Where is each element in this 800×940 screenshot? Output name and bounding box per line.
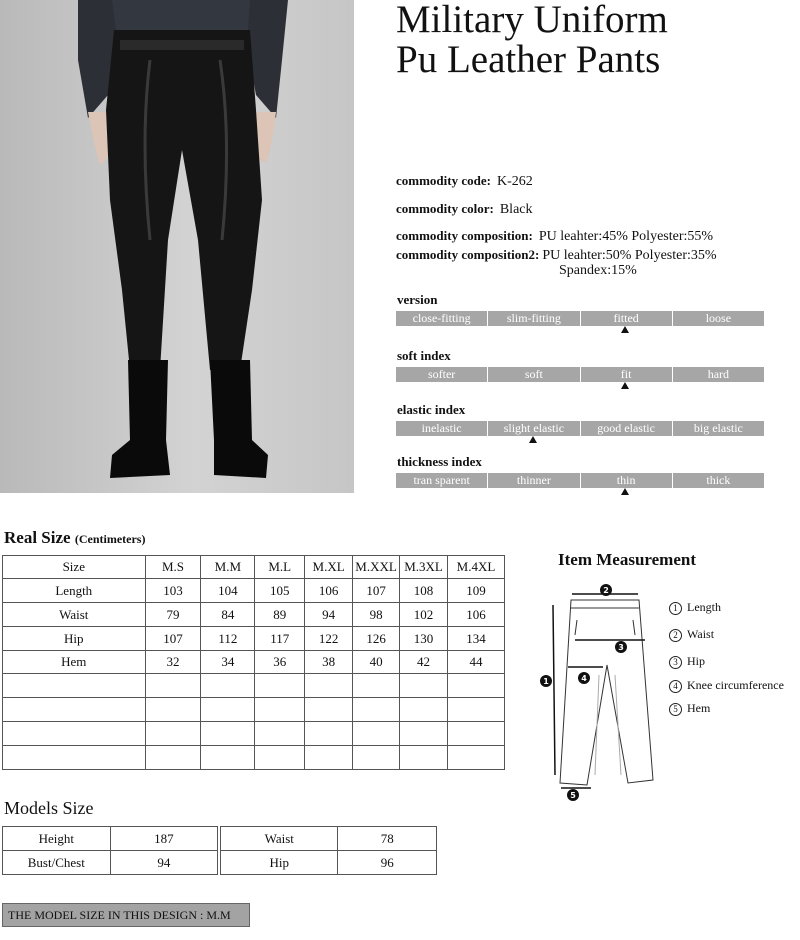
scale-elastic-option: good elastic bbox=[581, 421, 672, 436]
table-cell bbox=[255, 698, 305, 722]
table-cell: 106 bbox=[448, 603, 505, 627]
title-line-2: Pu Leather Pants bbox=[396, 38, 661, 81]
real-size-table bbox=[2, 555, 505, 770]
table-cell: 36 bbox=[255, 651, 305, 674]
commodity-color bbox=[396, 201, 533, 218]
model-waist-value: 78 bbox=[338, 827, 437, 851]
scale-thickness-label: thickness index bbox=[397, 454, 482, 469]
table-cell: 104 bbox=[201, 579, 255, 603]
commodity-code-label: commodity code: bbox=[396, 173, 491, 188]
legend-item bbox=[669, 600, 721, 615]
scale-thickness-option: thick bbox=[673, 473, 764, 488]
table-cell: Waist bbox=[3, 603, 146, 627]
table-cell: Hip bbox=[3, 627, 146, 651]
table-cell: M.3XL bbox=[400, 556, 448, 579]
table-cell: 34 bbox=[201, 651, 255, 674]
table-cell: 106 bbox=[305, 579, 353, 603]
scale-soft-option: softer bbox=[396, 367, 487, 382]
table-cell: M.S bbox=[145, 556, 201, 579]
scale-version-label: version bbox=[397, 292, 438, 307]
table-cell bbox=[201, 722, 255, 746]
legend-label: Length bbox=[687, 600, 721, 614]
table-cell: 102 bbox=[400, 603, 448, 627]
commodity-composition2-label: commodity composition2: bbox=[396, 247, 540, 262]
title-line-1: Military Uniform bbox=[396, 0, 668, 41]
table-cell: 94 bbox=[305, 603, 353, 627]
marker-3: 3 bbox=[618, 643, 624, 652]
commodity-color-label: commodity color: bbox=[396, 201, 494, 216]
commodity-composition2-value: PU leahter:50% Polyester:35% bbox=[542, 248, 717, 263]
model-bust-value: 94 bbox=[110, 851, 217, 875]
table-cell: 105 bbox=[255, 579, 305, 603]
table-cell bbox=[145, 674, 201, 698]
table-cell: 103 bbox=[145, 579, 201, 603]
scale-soft bbox=[396, 367, 764, 382]
table-cell bbox=[305, 722, 353, 746]
table-row bbox=[3, 698, 505, 722]
scale-soft-option: hard bbox=[673, 367, 764, 382]
model-bust-label: Bust/Chest bbox=[3, 851, 111, 875]
table-cell bbox=[3, 674, 146, 698]
scale-elastic-option: big elastic bbox=[673, 421, 764, 436]
scale-elastic-label: elastic index bbox=[397, 402, 466, 417]
scale-version-option: fitted bbox=[581, 311, 672, 326]
marker-4: 4 bbox=[581, 674, 587, 683]
table-cell bbox=[448, 722, 505, 746]
table-row bbox=[3, 674, 505, 698]
table-cell: 38 bbox=[305, 651, 353, 674]
table-cell: 84 bbox=[201, 603, 255, 627]
model-height-label: Height bbox=[3, 827, 111, 851]
legend-label: Hem bbox=[687, 701, 711, 715]
model-size-note: THE MODEL SIZE IN THIS DESIGN : M.M bbox=[2, 903, 250, 927]
table-cell: 32 bbox=[145, 651, 201, 674]
product-title bbox=[396, 0, 668, 80]
model-hip-label: Hip bbox=[221, 851, 338, 875]
table-cell bbox=[3, 746, 146, 770]
table-cell: 42 bbox=[400, 651, 448, 674]
table-cell: M.XXL bbox=[353, 556, 400, 579]
table-cell: 108 bbox=[400, 579, 448, 603]
table-cell bbox=[400, 746, 448, 770]
table-cell: 117 bbox=[255, 627, 305, 651]
scale-version-option: loose bbox=[673, 311, 764, 326]
table-cell: 98 bbox=[353, 603, 400, 627]
legend-num: 1 bbox=[669, 602, 682, 615]
table-cell: 44 bbox=[448, 651, 505, 674]
model-height-value: 187 bbox=[110, 827, 217, 851]
commodity-color-value: Black bbox=[499, 202, 533, 217]
table-cell: 79 bbox=[145, 603, 201, 627]
table-cell: 130 bbox=[400, 627, 448, 651]
table-row bbox=[3, 722, 505, 746]
table-cell bbox=[255, 674, 305, 698]
commodity-composition-value: PU leahter:45% Polyester:55% bbox=[538, 229, 714, 244]
table-row bbox=[3, 746, 505, 770]
table-cell bbox=[353, 674, 400, 698]
table-cell: 107 bbox=[353, 579, 400, 603]
real-size-heading: Real Size bbox=[4, 528, 71, 547]
scale-thickness-option: thin bbox=[581, 473, 672, 488]
table-cell: Length bbox=[3, 579, 146, 603]
model-waist-label: Waist bbox=[221, 827, 338, 851]
legend-num: 5 bbox=[669, 703, 682, 716]
table-cell bbox=[400, 698, 448, 722]
pants-measurement-diagram bbox=[535, 575, 665, 805]
marker-2: 2 bbox=[603, 586, 609, 595]
pants-illustration bbox=[0, 0, 354, 493]
scale-soft-marker-icon bbox=[621, 382, 629, 389]
legend-item bbox=[669, 678, 784, 693]
legend-label: Waist bbox=[687, 627, 715, 641]
table-cell bbox=[201, 674, 255, 698]
scale-soft-label: soft index bbox=[397, 348, 451, 363]
table-cell: Hem bbox=[3, 651, 146, 674]
table-cell: M.4XL bbox=[448, 556, 505, 579]
table-cell bbox=[400, 674, 448, 698]
scale-version-marker-icon bbox=[621, 326, 629, 333]
legend-num: 4 bbox=[669, 680, 682, 693]
table-cell bbox=[3, 722, 146, 746]
table-cell bbox=[305, 674, 353, 698]
scale-thickness-marker-icon bbox=[621, 488, 629, 495]
table-cell bbox=[255, 746, 305, 770]
scale-version-option: slim-fitting bbox=[488, 311, 579, 326]
models-size-title: Models Size bbox=[4, 798, 94, 818]
legend-label: Knee circumference bbox=[687, 678, 784, 692]
table-cell bbox=[305, 746, 353, 770]
product-photo bbox=[0, 0, 354, 493]
table-row bbox=[3, 651, 505, 674]
table-cell bbox=[448, 674, 505, 698]
scale-elastic-option: slight elastic bbox=[488, 421, 579, 436]
table-cell: 134 bbox=[448, 627, 505, 651]
table-cell bbox=[353, 698, 400, 722]
table-cell bbox=[145, 722, 201, 746]
scale-thickness-option: tran sparent bbox=[396, 473, 487, 488]
table-row bbox=[3, 627, 505, 651]
table-cell: 112 bbox=[201, 627, 255, 651]
commodity-code bbox=[396, 173, 533, 190]
table-cell: Size bbox=[3, 556, 146, 579]
table-cell: 40 bbox=[353, 651, 400, 674]
scale-thickness bbox=[396, 473, 764, 488]
scale-version-option: close-fitting bbox=[396, 311, 487, 326]
scale-version bbox=[396, 311, 764, 326]
table-cell bbox=[201, 746, 255, 770]
item-measurement-title: Item Measurement bbox=[558, 550, 697, 569]
scale-thickness-option: thinner bbox=[488, 473, 579, 488]
scale-elastic-option: inelastic bbox=[396, 421, 487, 436]
table-cell bbox=[255, 722, 305, 746]
table-cell bbox=[400, 722, 448, 746]
real-size-unit: (Centimeters) bbox=[74, 532, 146, 546]
models-size-left-table bbox=[2, 826, 218, 875]
commodity-code-value: K-262 bbox=[496, 174, 533, 189]
legend-item bbox=[669, 627, 714, 642]
table-cell bbox=[448, 746, 505, 770]
table-row bbox=[3, 579, 505, 603]
table-cell bbox=[3, 698, 146, 722]
table-cell: M.L bbox=[255, 556, 305, 579]
table-cell bbox=[353, 746, 400, 770]
table-cell: 89 bbox=[255, 603, 305, 627]
models-size-right-table bbox=[220, 826, 437, 875]
table-cell: M.M bbox=[201, 556, 255, 579]
table-cell bbox=[145, 746, 201, 770]
table-cell: 107 bbox=[145, 627, 201, 651]
table-cell bbox=[145, 698, 201, 722]
real-size-title bbox=[4, 528, 145, 548]
commodity-composition2 bbox=[396, 247, 717, 264]
legend-num: 3 bbox=[669, 656, 682, 669]
table-cell: 126 bbox=[353, 627, 400, 651]
table-cell: 109 bbox=[448, 579, 505, 603]
table-cell bbox=[353, 722, 400, 746]
commodity-composition bbox=[396, 228, 713, 245]
scale-elastic-marker-icon bbox=[529, 436, 537, 443]
legend-item bbox=[669, 701, 710, 716]
table-header-row bbox=[3, 556, 505, 579]
legend-item bbox=[669, 654, 705, 669]
table-cell bbox=[201, 698, 255, 722]
commodity-composition2-extra bbox=[559, 262, 637, 279]
scale-soft-option: fit bbox=[581, 367, 672, 382]
table-row bbox=[3, 603, 505, 627]
legend-num: 2 bbox=[669, 629, 682, 642]
legend-label: Hip bbox=[687, 654, 705, 668]
model-hip-value: 96 bbox=[338, 851, 437, 875]
table-cell bbox=[305, 698, 353, 722]
table-cell: 122 bbox=[305, 627, 353, 651]
marker-1: 1 bbox=[543, 677, 549, 686]
marker-5: 5 bbox=[570, 791, 576, 800]
commodity-composition2-value2: Spandex:15% bbox=[559, 263, 637, 278]
scale-elastic bbox=[396, 421, 764, 436]
table-cell: M.XL bbox=[305, 556, 353, 579]
scale-soft-option: soft bbox=[488, 367, 579, 382]
table-cell bbox=[448, 698, 505, 722]
commodity-composition-label: commodity composition: bbox=[396, 228, 533, 243]
